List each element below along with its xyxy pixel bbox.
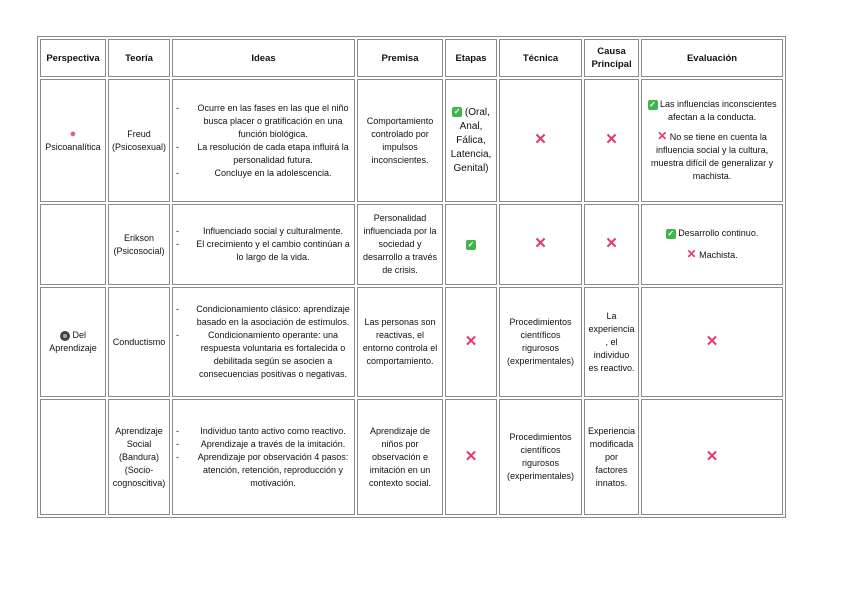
cross-icon: ✕ — [705, 447, 719, 465]
evaluation-pro: ✓ Las influencias inconscientes afectan a la conducta. — [649, 99, 777, 122]
ideas-cell — [172, 399, 355, 515]
stages-cell — [445, 79, 497, 202]
theory-cell: Erikson (Psicosocial) — [108, 204, 170, 285]
header-perspectiva: Perspectiva — [40, 39, 106, 77]
stages-cell — [445, 287, 497, 397]
cross-icon: ✕ — [534, 131, 547, 148]
evaluation-con: ✕ Machista. — [686, 247, 738, 261]
evaluation-cell — [641, 399, 783, 515]
cause-cell: Experiencia modificada por factores innatos. — [584, 399, 639, 515]
ideas-cell — [172, 79, 355, 202]
header-ideas: Ideas — [172, 39, 355, 77]
premise-cell: Aprendizaje de niños por observación e imitación en un contexto social. — [357, 399, 443, 515]
perspective-cell — [40, 79, 106, 202]
evaluation-pro: ✓ Desarrollo continuo. — [667, 228, 759, 238]
evaluation-cell — [641, 287, 783, 397]
perspective-cell — [40, 399, 106, 515]
perspective-cell — [40, 204, 106, 285]
table-row — [40, 399, 783, 515]
perspective-label: Del Aprendizaje — [49, 330, 97, 353]
radio-icon — [60, 331, 70, 341]
check-box-icon: ✓ — [649, 99, 656, 109]
evaluation-cell — [641, 204, 783, 285]
table-row — [40, 287, 783, 397]
cross-icon: ✕ — [605, 131, 618, 148]
ideas-cell — [172, 287, 355, 397]
technique-cell — [499, 204, 582, 285]
header-row — [40, 39, 783, 77]
header-tecnica: Técnica — [499, 39, 582, 77]
ideas-cell — [172, 204, 355, 285]
cross-icon: ✕ — [464, 332, 478, 350]
cross-icon: ✕ — [657, 129, 668, 143]
theory-cell: Conductismo — [108, 287, 170, 397]
perspective-label: Psicoanalítica — [45, 141, 101, 152]
premise-cell: Personalidad influenciada por la sociedad y desarrollo a través de crisis. — [357, 204, 443, 285]
header-causa: Causa Principal — [584, 39, 639, 77]
stages-cell — [445, 204, 497, 285]
theory-cell: Aprendizaje Social (Bandura) (Socio-cognoscitiva) — [108, 399, 170, 515]
idea-item: - Condicionamiento clásico: aprendizaje basado en la asociación de estímulos. — [176, 303, 351, 329]
cause-cell — [584, 204, 639, 285]
theory-cell: Freud (Psicosexual) — [108, 79, 170, 202]
header-teoria: Teoría — [108, 39, 170, 77]
header-premisa: Premisa — [357, 39, 443, 77]
stages-text: (Oral, Anal, Fálica, Latencia, Genital) — [450, 106, 492, 174]
table-row — [40, 204, 783, 285]
cross-icon: ✕ — [464, 447, 478, 465]
technique-cell — [499, 79, 582, 202]
cross-icon: ✕ — [605, 235, 618, 252]
check-box-icon: ✓ — [467, 239, 475, 249]
cross-icon: ✕ — [686, 247, 697, 261]
brain-icon: ● — [69, 127, 77, 140]
idea-item: - Aprendizaje a través de la imitación. — [176, 438, 351, 451]
header-evaluacion: Evaluación — [641, 39, 783, 77]
perspective-cell — [40, 287, 106, 397]
idea-item: - La resolución de cada etapa influirá la personalidad futura. — [176, 141, 351, 167]
check-box-icon: ✓ — [453, 106, 461, 116]
premise-cell: Comportamiento controlado por impulsos inconscientes. — [357, 79, 443, 202]
idea-item: - Aprendizaje por observación 4 pasos: atención, retención, reproducción y motivación. — [176, 451, 351, 490]
technique-cell: Procedimientos científicos rigurosos (experimentales) — [499, 399, 582, 515]
comparison-table — [37, 36, 786, 518]
idea-item: - Ocurre en las fases en las que el niño busca placer o gratificación en una función biológica. — [176, 102, 351, 141]
idea-item: - Condicionamiento operante: una respuesta voluntaria es fortalecida o debilitada según se asocien a consecuencias positivas o negativas. — [176, 329, 351, 381]
table-row — [40, 79, 783, 202]
header-etapas: Etapas — [445, 39, 497, 77]
cause-cell — [584, 79, 639, 202]
technique-cell: Procedimientos científicos rigurosos (experimentales) — [499, 287, 582, 397]
idea-item: - El crecimiento y el cambio continúan a lo largo de la vida. — [176, 238, 351, 264]
evaluation-cell — [641, 79, 783, 202]
cause-cell: La experiencia , el individuo es reactivo. — [584, 287, 639, 397]
stages-cell — [445, 399, 497, 515]
premise-cell: Las personas son reactivas, el entorno controla el comportamiento. — [357, 287, 443, 397]
idea-item: - Influenciado social y culturalmente. — [176, 225, 351, 238]
cross-icon: ✕ — [705, 332, 719, 350]
idea-item: - Concluye en la adolescencia. — [176, 167, 351, 180]
idea-item: - Individuo tanto activo como reactivo. — [176, 425, 351, 438]
cross-icon: ✕ — [534, 235, 547, 252]
evaluation-con: ✕ No se tiene en cuenta la influencia social y la cultura, muestra difícil de generalizar y machista. — [651, 129, 774, 181]
check-box-icon: ✓ — [667, 228, 675, 238]
